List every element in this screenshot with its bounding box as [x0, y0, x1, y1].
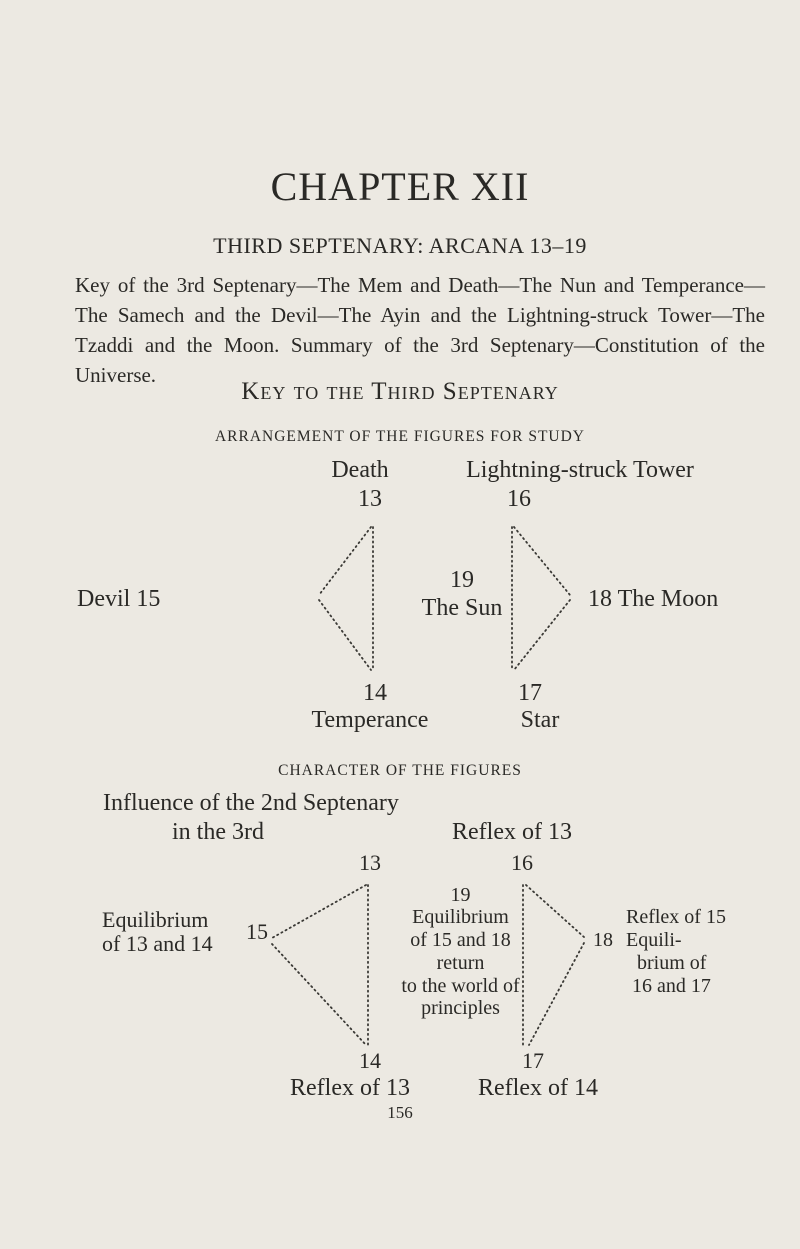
- diagram2-left-line1: Equilibrium: [102, 907, 209, 932]
- diagram2-reflex-14: Reflex of 14: [478, 1075, 598, 1101]
- chapter-summary: Key of the 3rd Septenary—The Mem and Death—The Nun and Temperance—The Samech and the Devil—The Ayin and the Lightning-struck Tower—The Tzaddi and the Moon. Summary of the 3rd Septenary—Constitution of the Universe.: [75, 273, 765, 387]
- diagram2-center-line5: to the world of: [401, 975, 520, 997]
- page-number: 156: [387, 1103, 413, 1122]
- diagram1-death-label: Death: [331, 457, 389, 483]
- diagram2-right-line2: Equili-: [626, 929, 682, 951]
- diagram1-temperance-label: Temperance: [311, 707, 429, 733]
- diagram1-devil-label: Devil 15: [77, 586, 161, 612]
- diagram2-line-15-14: [272, 944, 366, 1045]
- diagram2-reflex-13-top: Reflex of 13: [452, 819, 572, 845]
- diagram2-reflex-13-bottom: Reflex of 13: [290, 1075, 410, 1101]
- chapter-title: CHAPTER XII: [270, 164, 530, 209]
- chapter-subtitle: THIRD SEPTENARY: ARCANA 13–19: [213, 233, 587, 258]
- diagram2-center-line4: return: [436, 952, 485, 974]
- diagram1-sun-label: The Sun: [421, 595, 503, 621]
- diagram2-number-14: 14: [359, 1048, 381, 1073]
- diagram1-line-15-14: [319, 600, 371, 670]
- diagram2-right-line3: brium of: [637, 952, 707, 974]
- diagram1-star-label: Star: [520, 707, 560, 733]
- diagram1-line-18-17: [514, 600, 570, 670]
- diagram2-center-line6: principles: [421, 997, 500, 1019]
- diagram1-temperance-number: 14: [363, 680, 387, 706]
- diagram2-left-line2: of 13 and 14: [102, 931, 213, 956]
- diagram2-line-18-17: [529, 943, 584, 1045]
- diagram1-death-number: 13: [358, 486, 382, 512]
- diagram2-number-15: 15: [246, 919, 268, 944]
- diagram2-line-16-18: [526, 885, 584, 937]
- diagram2-center-line3: of 15 and 18: [410, 929, 511, 951]
- diagram1-sun-number: 19: [450, 567, 474, 593]
- diagram1-moon-label: 18 The Moon: [588, 586, 719, 612]
- diagram2-number-16: 16: [511, 850, 533, 875]
- section-title: Key to the Third Septenary: [241, 378, 559, 405]
- diagram1-tower-number: 16: [507, 486, 531, 512]
- diagram2-line-13-15: [272, 885, 366, 938]
- diagram1-star-number: 17: [518, 680, 542, 706]
- diagram1-heading: ARRANGEMENT OF THE FIGURES FOR STUDY: [214, 428, 585, 445]
- diagram2-number-13: 13: [359, 850, 381, 875]
- diagram2-influence-line2: in the 3rd: [172, 819, 264, 845]
- diagram2-right-line4: 16 and 17: [632, 975, 711, 997]
- diagram2-right-line1: Reflex of 15: [626, 906, 726, 928]
- diagram2-number-18: 18: [593, 929, 613, 951]
- diagram1-line-16-18: [514, 527, 570, 595]
- diagram2-number-17: 17: [522, 1048, 544, 1073]
- diagram2-influence-line1: Influence of the 2nd Septenary: [103, 790, 399, 816]
- diagram2-heading: CHARACTER OF THE FIGURES: [278, 762, 522, 779]
- diagram1-line-13-15: [319, 527, 371, 595]
- diagram1-tower-label: Lightning-struck Tower: [466, 457, 694, 483]
- diagram2-center-line2: Equilibrium: [412, 906, 509, 928]
- diagram2-center-line1: 19: [450, 884, 471, 906]
